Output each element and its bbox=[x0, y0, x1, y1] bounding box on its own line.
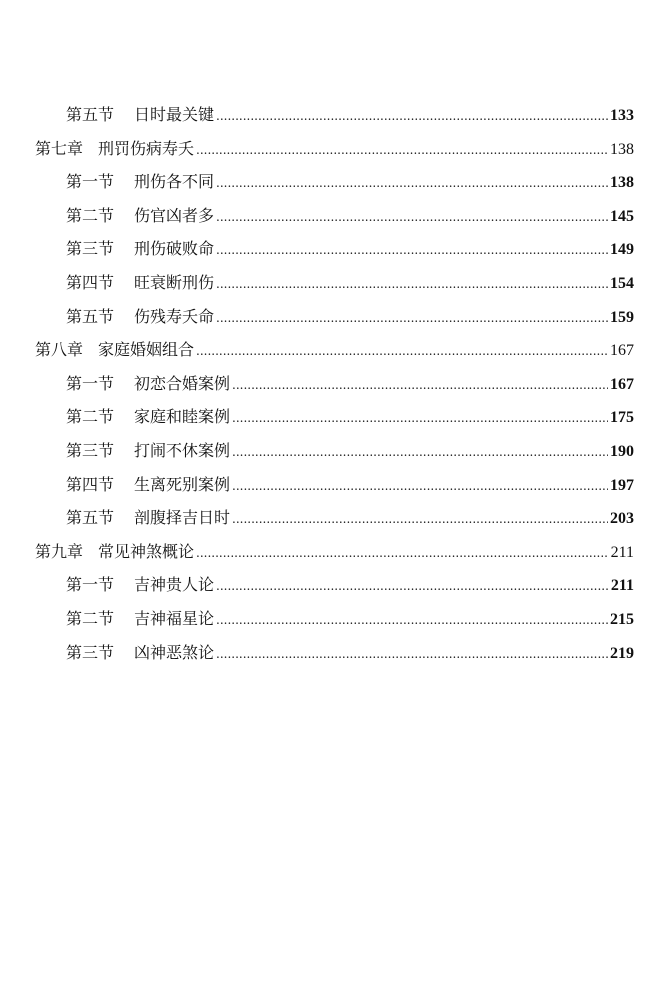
page-number: 190 bbox=[610, 442, 634, 460]
toc-section-entry[interactable] bbox=[0, 203, 669, 237]
page-number: 138 bbox=[610, 174, 634, 192]
section-number: 第四节 bbox=[66, 474, 115, 494]
dot-leader bbox=[216, 244, 608, 256]
toc-section-entry[interactable] bbox=[0, 404, 669, 438]
chapter-title: 家庭婚姻组合 bbox=[98, 340, 195, 360]
page-number: 175 bbox=[610, 409, 634, 427]
section-number: 第二节 bbox=[66, 407, 115, 427]
section-title: 生离死别案例 bbox=[134, 474, 231, 494]
dot-leader bbox=[232, 513, 608, 525]
dot-leader bbox=[216, 211, 608, 223]
page-number: 211 bbox=[610, 577, 634, 595]
section-title: 吉神贵人论 bbox=[134, 575, 215, 595]
dot-leader bbox=[216, 614, 608, 626]
section-number: 第二节 bbox=[66, 608, 115, 628]
dot-leader bbox=[216, 648, 608, 660]
section-title: 打闹不休案例 bbox=[134, 440, 231, 460]
toc-chapter-entry[interactable] bbox=[0, 136, 669, 170]
page-number: 219 bbox=[610, 644, 634, 662]
toc-section-entry[interactable] bbox=[0, 270, 669, 304]
chapter-title: 刑罚伤病寿夭 bbox=[98, 138, 195, 158]
dot-leader bbox=[216, 312, 608, 324]
section-number: 第一节 bbox=[66, 373, 115, 393]
section-title: 日时最关键 bbox=[134, 105, 215, 124]
section-title: 伤残寿夭命 bbox=[134, 306, 215, 326]
page-number: 138 bbox=[610, 140, 634, 158]
page-number: 215 bbox=[610, 610, 634, 628]
chapter-number: 第九章 bbox=[35, 541, 84, 561]
toc-section-entry[interactable] bbox=[0, 371, 669, 405]
toc-section-entry[interactable] bbox=[0, 438, 669, 472]
section-title: 初恋合婚案例 bbox=[134, 373, 231, 393]
dot-leader bbox=[232, 480, 608, 492]
section-number: 第三节 bbox=[66, 440, 115, 460]
toc-chapter-entry[interactable] bbox=[0, 539, 669, 573]
dot-leader bbox=[196, 345, 608, 357]
section-title: 凶神恶煞论 bbox=[134, 642, 215, 662]
section-title: 剖腹择吉日时 bbox=[134, 508, 231, 528]
section-number: 第三节 bbox=[66, 239, 115, 259]
dot-leader bbox=[216, 580, 609, 592]
section-number: 第五节 bbox=[66, 508, 115, 528]
chapter-title: 常见神煞概论 bbox=[98, 541, 195, 561]
section-title: 家庭和睦案例 bbox=[134, 407, 231, 427]
page-number: 197 bbox=[610, 476, 634, 494]
section-title: 旺衰断刑伤 bbox=[134, 272, 215, 292]
section-title: 刑伤破败命 bbox=[134, 239, 215, 259]
section-number: 第四节 bbox=[66, 272, 115, 292]
toc-section-entry[interactable] bbox=[0, 472, 669, 506]
toc-section-entry[interactable] bbox=[0, 169, 669, 203]
toc-section-entry[interactable] bbox=[0, 505, 669, 539]
page-number: 167 bbox=[610, 342, 634, 360]
toc-section-entry[interactable] bbox=[0, 236, 669, 270]
page-number: 149 bbox=[610, 241, 634, 259]
toc-chapter-entry[interactable] bbox=[0, 337, 669, 371]
toc-section-entry[interactable] bbox=[0, 606, 669, 640]
dot-leader bbox=[196, 144, 608, 156]
page-number: 154 bbox=[610, 274, 634, 292]
dot-leader bbox=[232, 379, 608, 391]
dot-leader bbox=[232, 446, 608, 458]
page-number: 211 bbox=[610, 543, 634, 561]
section-number: 第一节 bbox=[66, 172, 115, 192]
toc-section-entry[interactable] bbox=[0, 572, 669, 606]
page-number: 159 bbox=[610, 308, 634, 326]
dot-leader bbox=[216, 278, 608, 290]
section-number: 第五节 bbox=[66, 306, 115, 326]
page-number: 145 bbox=[610, 207, 634, 225]
page-number: 133 bbox=[610, 107, 634, 124]
page-number: 203 bbox=[610, 510, 634, 528]
dot-leader bbox=[232, 412, 608, 424]
chapter-number: 第八章 bbox=[35, 340, 84, 360]
toc-section-entry[interactable] bbox=[0, 102, 669, 136]
section-title: 吉神福星论 bbox=[134, 608, 215, 628]
section-number: 第三节 bbox=[66, 642, 115, 662]
section-number: 第一节 bbox=[66, 575, 115, 595]
section-title: 伤官凶者多 bbox=[134, 205, 215, 225]
dot-leader bbox=[216, 110, 608, 122]
section-title: 刑伤各不同 bbox=[134, 172, 215, 192]
chapter-number: 第七章 bbox=[35, 138, 84, 158]
dot-leader bbox=[216, 177, 608, 189]
toc-section-entry[interactable] bbox=[0, 640, 669, 674]
dot-leader bbox=[196, 547, 609, 559]
table-of-contents bbox=[0, 102, 669, 673]
toc-section-entry[interactable] bbox=[0, 304, 669, 338]
section-number: 第五节 bbox=[66, 105, 115, 124]
page-number: 167 bbox=[610, 375, 634, 393]
section-number: 第二节 bbox=[66, 205, 115, 225]
